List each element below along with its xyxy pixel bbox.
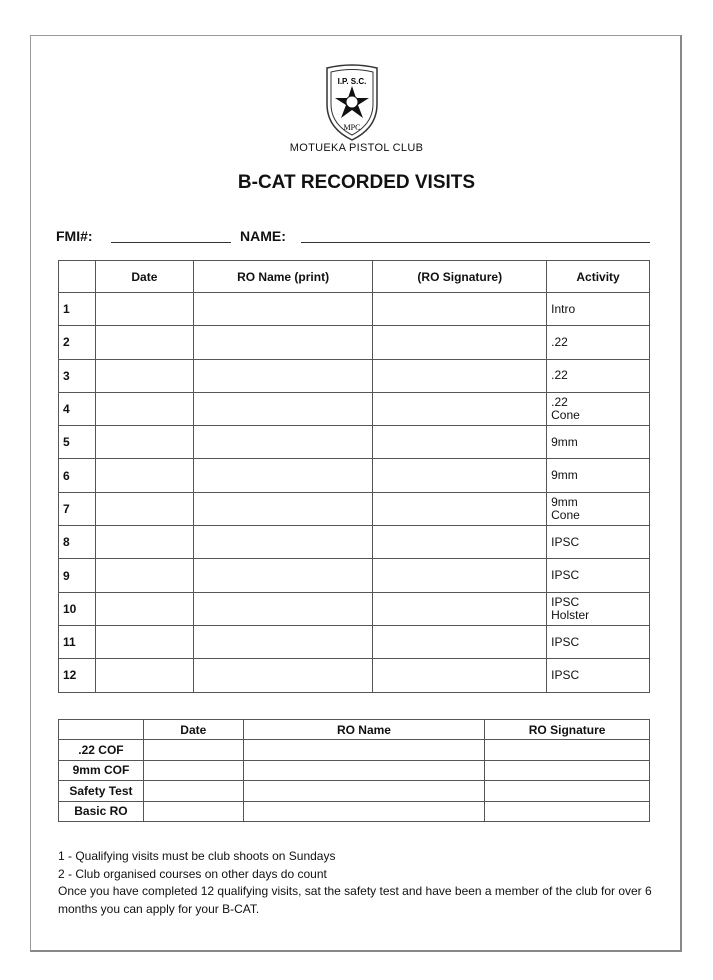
activity-cell [547, 293, 650, 326]
ro-name-cell[interactable] [193, 659, 373, 692]
note-1: 1 - Qualifying visits must be club shoots on Sundays [58, 849, 336, 863]
ro-name-cell[interactable] [193, 359, 373, 392]
ro-signature-cell[interactable] [485, 760, 650, 781]
ro-name-cell[interactable] [193, 459, 373, 492]
date-cell[interactable] [95, 592, 193, 625]
activity-label: 9mm [551, 434, 578, 449]
activity-label: .22 Cone [551, 395, 580, 423]
activity-cell [547, 526, 650, 559]
ro-signature-cell[interactable] [373, 326, 547, 359]
date-cell[interactable] [95, 359, 193, 392]
date-cell[interactable] [95, 559, 193, 592]
table-row [59, 760, 650, 781]
activity-label: 9mm Cone [551, 494, 580, 522]
activity-cell [547, 459, 650, 492]
header-ro-name: RO Name (print) [193, 261, 373, 293]
table-row [59, 526, 650, 559]
ro-signature-cell[interactable] [485, 781, 650, 802]
date-cell[interactable] [143, 760, 243, 781]
date-cell[interactable] [95, 459, 193, 492]
club-name: MOTUEKA PISTOL CLUB [289, 142, 424, 154]
tests-table [58, 719, 650, 822]
activity-label: Intro [551, 301, 576, 316]
date-cell[interactable] [143, 781, 243, 802]
table-row [59, 426, 650, 459]
table-header-row [59, 261, 650, 293]
visit-number: 2 [59, 326, 96, 359]
fmi-field[interactable] [111, 242, 231, 243]
ro-signature-cell[interactable] [373, 592, 547, 625]
table-row [59, 492, 650, 525]
visit-number: 5 [59, 426, 96, 459]
activity-label: 9mm [551, 468, 578, 483]
activity-label: IPSC [551, 667, 580, 682]
name-field[interactable] [301, 242, 650, 243]
visits-table [58, 260, 650, 693]
ro-signature-cell[interactable] [373, 492, 547, 525]
ro-signature-cell[interactable] [373, 659, 547, 692]
visit-number: 11 [59, 625, 96, 658]
test-name: 9mm COF [59, 760, 144, 781]
ro-name-cell[interactable] [193, 592, 373, 625]
notes [58, 848, 658, 918]
ro-name-cell[interactable] [193, 326, 373, 359]
visit-number: 12 [59, 659, 96, 692]
ro-signature-cell[interactable] [373, 392, 547, 425]
ro-signature-cell[interactable] [373, 293, 547, 326]
ro-name-cell[interactable] [193, 392, 373, 425]
header-test [59, 720, 144, 740]
activity-cell [547, 625, 650, 658]
table-row [59, 359, 650, 392]
date-cell[interactable] [95, 326, 193, 359]
ro-name-cell[interactable] [193, 559, 373, 592]
activity-cell [547, 659, 650, 692]
name-label: NAME: [240, 228, 286, 244]
ro-name-cell[interactable] [193, 293, 373, 326]
table-row [59, 459, 650, 492]
ro-name-cell[interactable] [193, 492, 373, 525]
table-row [59, 559, 650, 592]
visit-number: 10 [59, 592, 96, 625]
date-cell[interactable] [95, 625, 193, 658]
activity-label: IPSC Holster [551, 594, 590, 622]
ro-signature-cell[interactable] [485, 740, 650, 761]
date-cell[interactable] [95, 526, 193, 559]
header-number [59, 261, 96, 293]
page-title: B-CAT RECORDED VISITS [237, 172, 476, 193]
visit-number: 8 [59, 526, 96, 559]
ro-name-cell[interactable] [243, 740, 485, 761]
table-row [59, 781, 650, 802]
fmi-label: FMI#: [56, 228, 93, 244]
ro-signature-cell[interactable] [373, 559, 547, 592]
visit-number: 4 [59, 392, 96, 425]
table-row [59, 592, 650, 625]
ro-name-cell[interactable] [193, 426, 373, 459]
activity-cell [547, 392, 650, 425]
table-row [59, 326, 650, 359]
ro-name-cell[interactable] [243, 760, 485, 781]
activity-label: IPSC [551, 568, 580, 583]
note-3: Once you have completed 12 qualifying visits, sat the safety test and have been a member of the club for over 6 months you can apply for your B-CAT. [58, 884, 652, 916]
date-cell[interactable] [95, 492, 193, 525]
activity-label: IPSC [551, 534, 580, 549]
activity-label: IPSC [551, 634, 580, 649]
ro-signature-cell[interactable] [373, 625, 547, 658]
date-cell[interactable] [95, 293, 193, 326]
date-cell[interactable] [143, 740, 243, 761]
header-date: Date [95, 261, 193, 293]
table-header-row [59, 720, 650, 740]
ro-signature-cell[interactable] [485, 801, 650, 822]
table-row [59, 392, 650, 425]
date-cell[interactable] [95, 659, 193, 692]
activity-cell [547, 559, 650, 592]
activity-label: .22 [551, 368, 568, 383]
ro-signature-cell[interactable] [373, 359, 547, 392]
visit-number: 6 [59, 459, 96, 492]
visit-number: 7 [59, 492, 96, 525]
visit-number: 1 [59, 293, 96, 326]
table-row [59, 801, 650, 822]
visit-number: 3 [59, 359, 96, 392]
header-ro-signature: (RO Signature) [373, 261, 547, 293]
ro-signature-cell[interactable] [373, 426, 547, 459]
table-row [59, 659, 650, 692]
test-name: .22 COF [59, 740, 144, 761]
activity-cell [547, 426, 650, 459]
date-cell[interactable] [95, 426, 193, 459]
date-cell[interactable] [143, 801, 243, 822]
activity-cell [547, 492, 650, 525]
ro-name-cell[interactable] [243, 801, 485, 822]
activity-cell [547, 592, 650, 625]
note-2: 2 - Club organised courses on other days do count [58, 866, 327, 881]
activity-cell [547, 326, 650, 359]
svg-text:I.P. S.C.: I.P. S.C. [337, 77, 367, 86]
test-name: Basic RO [59, 801, 144, 822]
ro-name-cell[interactable] [193, 526, 373, 559]
ro-signature-cell[interactable] [373, 459, 547, 492]
visit-number: 9 [59, 559, 96, 592]
svg-text:MPC: MPC [343, 123, 361, 132]
test-name: Safety Test [59, 781, 144, 802]
date-cell[interactable] [95, 392, 193, 425]
header-ro-name: RO Name [243, 720, 485, 740]
activity-label: .22 [551, 334, 568, 349]
header-date: Date [143, 720, 243, 740]
activity-cell [547, 359, 650, 392]
header-activity: Activity [547, 261, 650, 293]
header-ro-signature: RO Signature [485, 720, 650, 740]
ro-name-cell[interactable] [243, 781, 485, 802]
table-row [59, 625, 650, 658]
ro-name-cell[interactable] [193, 625, 373, 658]
ipsc-shield-logo [323, 64, 381, 142]
ro-signature-cell[interactable] [373, 526, 547, 559]
table-row [59, 293, 650, 326]
table-row [59, 740, 650, 761]
